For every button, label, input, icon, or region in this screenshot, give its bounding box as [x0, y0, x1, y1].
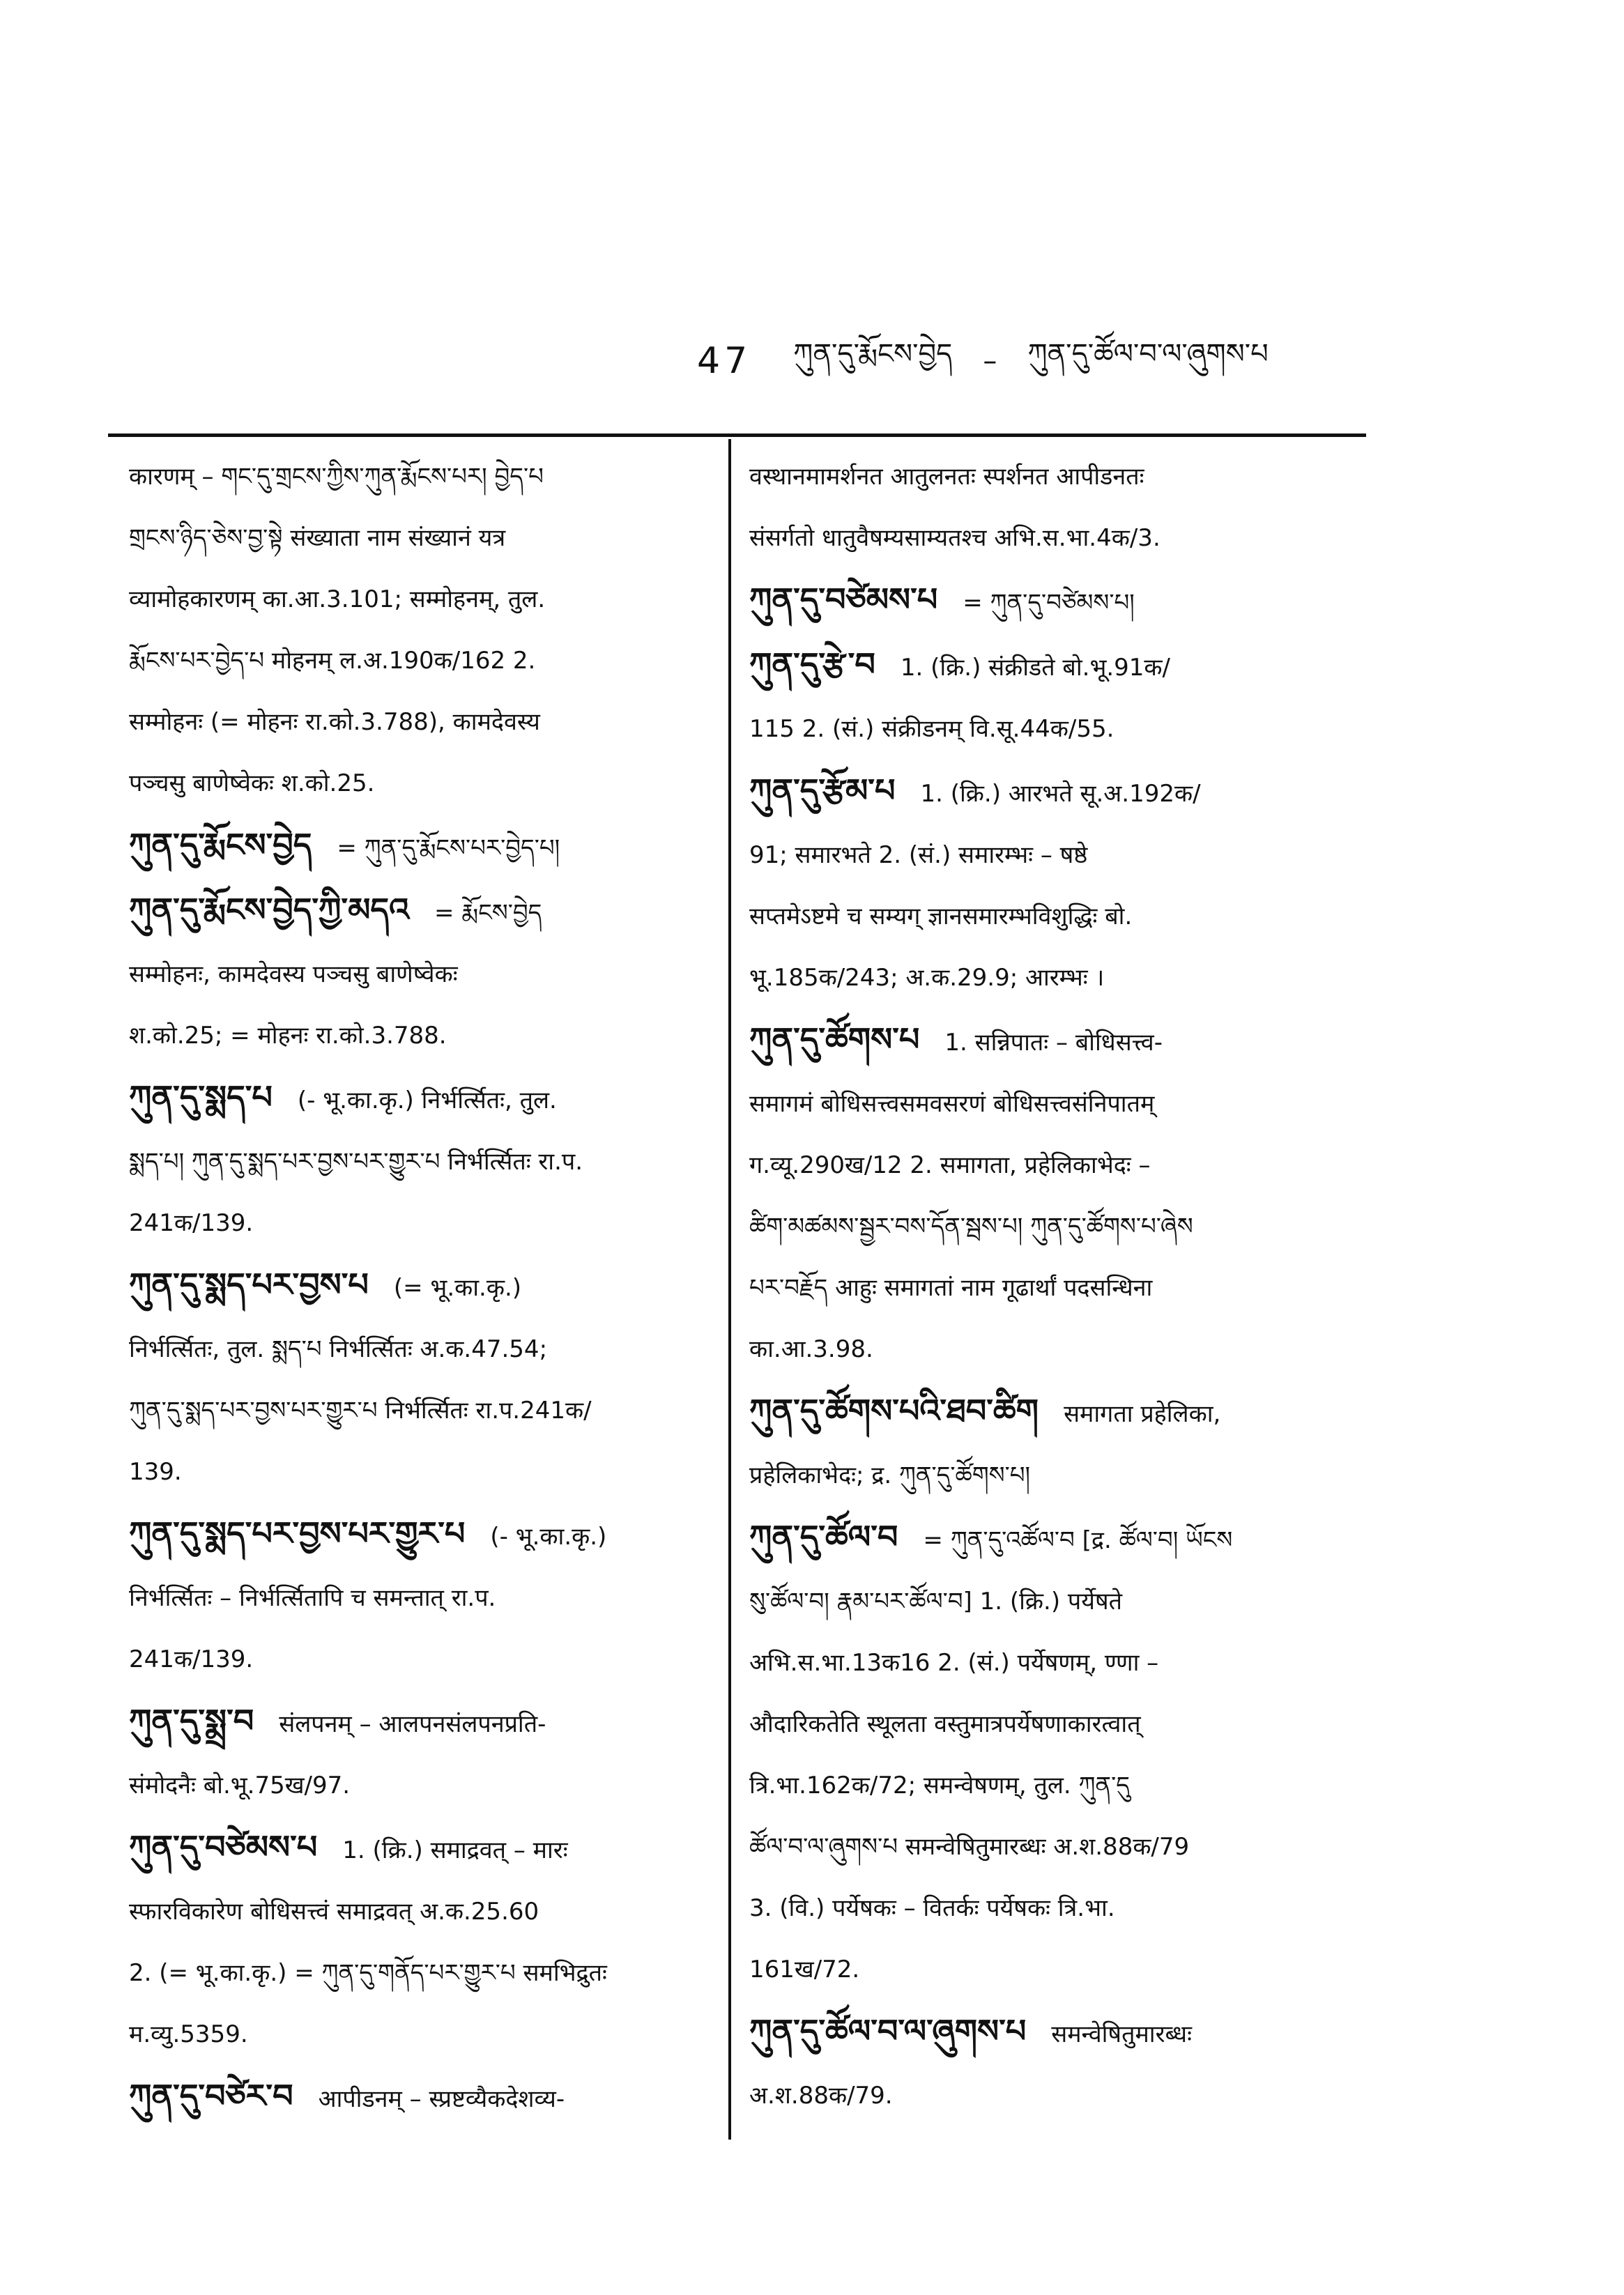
dictionary-entry: [129, 879, 707, 1066]
dictionary-entry: [129, 1690, 707, 1816]
entry-line: [129, 1131, 707, 1192]
entry-line: [129, 446, 707, 507]
dictionary-entry: [749, 1008, 1363, 1380]
dictionary-entry: [129, 2065, 707, 2130]
entry-line: [749, 1939, 1363, 2000]
entry-headword: ཀུན་དུ་སྨད་པར་བྱས་པར་གྱུར་པ: [129, 1514, 466, 1552]
entry-headword: ཀུན་དུ་བཙེམས་པ: [749, 581, 938, 618]
entry-headword: ཀུན་དུ་ཚོགས་པ: [749, 1020, 920, 1058]
entry-text: म.व्यु.5359.: [129, 2020, 248, 2048]
dictionary-entry: [749, 634, 1363, 760]
entry-line: [129, 1319, 707, 1380]
entry-text: भू.185क/243; अ.क.29.9; आरम्भः ।: [749, 964, 1105, 992]
entry-text: अभि.स.भा.13क16 2. (सं.) पर्येषणम्, ण्णा –: [749, 1649, 1159, 1677]
entry-text: निर्भर्त्सितः – निर्भर्त्सितापि च समन्तात् रा.प.: [129, 1584, 496, 1612]
entry-text: = ཀུན་དུ་རྨོངས་པར་བྱེད་པ།: [337, 834, 560, 862]
entry-text: = ཀུན་དུ་འཚོལ་བ [द्र. ཚོལ་བ། ཡོངས: [923, 1526, 1233, 1554]
dictionary-entry: [129, 1254, 707, 1503]
entry-headword: ཀུན་དུ་རྨོངས་བྱེད: [129, 826, 312, 863]
dictionary-entry: [129, 446, 707, 814]
entry-text: निर्भर्त्सितः, तुल. སྨད་པ निर्भर्त्सितः अ.क.47.54;: [129, 1335, 548, 1363]
entry-line: [749, 1816, 1363, 1878]
entry-line: [749, 886, 1363, 947]
guide-word-left: ཀུན་དུ་རྨོངས་བྱེད: [793, 337, 953, 370]
running-header: [697, 333, 1366, 389]
dictionary-entry: [129, 814, 707, 879]
entry-text: ཀུན་དུ་སྨད་པར་བྱས་པར་གྱུར་པ निर्भर्त्सितः रा.प.241क/: [129, 1397, 592, 1425]
entry-text: ཚིག་མཚམས་སྦྱར་བས་དོན་སྦས་པ། ཀུན་དུ་ཚོགས་པ་ཞེས: [749, 1213, 1193, 1241]
entry-text: 3. (वि.) पर्येषकः – वितर्कः पर्येषकः त्रि.भा.: [749, 1894, 1115, 1922]
entry-line: [749, 1694, 1363, 1755]
right-column: [749, 446, 1363, 2126]
entry-text: སྨད་པ། ཀུན་དུ་སྨད་པར་བྱས་པར་གྱུར་པ निर्भर्त्सितः रा.प.: [129, 1148, 583, 1176]
entry-text: व्यामोहकारणम् का.आ.3.101; सम्मोहनम्, तुल.: [129, 585, 546, 613]
entry-headword: ཀུན་དུ་རྩེ་བ: [749, 645, 875, 683]
entry-line: [129, 1881, 707, 1942]
entry-text: = ཀུན་དུ་བཙེམས་པ།: [963, 589, 1135, 617]
entry-text: कारणम् – གང་དུ་གྲངས་ཀྱིས་ཀུན་རྨོངས་པར། བྱེད་པ: [129, 463, 544, 491]
entry-headword: ཀུན་དུ་ཚོགས་པའི་ཐབ་ཚིག: [749, 1392, 1039, 1429]
entry-text: 1. सन्निपातः – बोधिसत्त्व-: [944, 1029, 1163, 1057]
entry-headword: ཀུན་དུ་སྨད་པར་བྱས་པ: [129, 1266, 369, 1303]
entry-text: 91; समारभते 2. (सं.) समारम्भः – षष्ठे: [749, 841, 1088, 869]
entry-line: [749, 760, 1363, 824]
entry-headword: ཀུན་དུ་བཙེམས་པ: [129, 1828, 318, 1866]
entry-text: आपीडनम् – स्प्रष्टव्यैकदेशव्य-: [318, 2085, 565, 2113]
entry-text: = རྨོངས་བྱེད: [434, 899, 542, 927]
entry-line: [129, 630, 707, 691]
entry-line: [749, 947, 1363, 1008]
entry-headword: ཀུན་དུ་བཙེར་བ: [129, 2077, 293, 2114]
entry-line: [749, 2065, 1363, 2126]
entry-line: [129, 879, 707, 944]
entry-line: [749, 634, 1363, 698]
entry-line: [129, 1503, 707, 1567]
entry-text: སུ་ཚོལ་བ། རྣམ་པར་ཚོལ་བ] 1. (क्रि.) पर्येषते: [749, 1588, 1122, 1615]
entry-text: संमोदनैः बो.भू.75ख/97.: [129, 1772, 351, 1799]
entry-text: ग.व्यू.290ख/12 2. समागता, प्रहेलिकाभेदः –: [749, 1151, 1151, 1179]
entry-headword: ཀུན་དུ་སྨད་པ: [129, 1078, 273, 1116]
entry-text: श.को.25; = मोहनः रा.को.3.788.: [129, 1022, 447, 1050]
header-rule: [108, 433, 1366, 437]
entry-line: [129, 814, 707, 879]
entry-line: [129, 1629, 707, 1690]
entry-line: [749, 1135, 1363, 1196]
entry-text: समागता प्रहेलिका,: [1064, 1400, 1221, 1428]
entry-line: [129, 1192, 707, 1254]
entry-headword: ཀུན་དུ་སྨྲ་བ: [129, 1702, 254, 1740]
entry-line: [129, 2004, 707, 2065]
entry-text: (= भू.का.कृ.): [393, 1274, 522, 1302]
entry-text: (- भू.का.कृ.): [490, 1523, 607, 1551]
column-divider: [728, 439, 731, 2140]
entry-headword: ཀུན་དུ་ཚོལ་བ་ལ་ཞུགས་པ: [749, 2012, 1027, 2050]
entry-line: [749, 1257, 1363, 1319]
guide-word-right: ཀུན་དུ་ཚོལ་བ་ལ་ཞུགས་པ: [1027, 337, 1269, 370]
entry-text: (- भू.का.कृ.) निर्भर्त्सितः, तुल.: [297, 1087, 557, 1114]
entry-line: [749, 1632, 1363, 1694]
entry-line: [749, 2000, 1363, 2065]
entry-text: औदारिकतेति स्थूलता वस्तुमात्रपर्येषणाकारत्वात्: [749, 1710, 1141, 1738]
left-column: [129, 446, 707, 2130]
entry-text: ཚོལ་བ་ལ་ཞུགས་པ समन्वेषितुमारब्धः अ.श.88क/79: [749, 1833, 1190, 1861]
entry-text: གྲངས་ཉིད་ཅེས་བྱ་སྟེ संख्याता नाम संख्यानं यत्र: [129, 524, 506, 552]
header-dash: –: [983, 345, 997, 377]
entry-text: 1. (क्रि.) संक्रीडते बो.भू.91क/: [900, 654, 1170, 682]
entry-line: [749, 698, 1363, 760]
entry-line: [129, 944, 707, 1005]
page-number: 47: [697, 340, 752, 382]
dictionary-entry: [129, 1503, 707, 1690]
entry-line: [129, 1380, 707, 1441]
dictionary-entry: [749, 569, 1363, 634]
entry-text: 161ख/72.: [749, 1956, 860, 1983]
entry-text: 1. (क्रि.) समाद्रवत् – मारः: [342, 1836, 568, 1864]
entry-text: समन्वेषितुमारब्धः: [1051, 2020, 1192, 2048]
entry-line: [749, 507, 1363, 569]
dictionary-entry: [129, 1066, 707, 1254]
entry-text: वस्थानमामर्शनत आतुलनतः स्पर्शनत आपीडनतः: [749, 463, 1144, 491]
entry-text: प्रहेलिकाभेदः; द्र. ཀུན་དུ་ཚོགས་པ།: [749, 1461, 1031, 1489]
entry-text: པར་བརྗོད आहुः समागतां नाम गूढार्थां पदसन्धिना: [749, 1274, 1153, 1302]
entry-text: 139.: [129, 1458, 182, 1486]
entry-line: [749, 1008, 1363, 1073]
entry-line: [129, 753, 707, 814]
dictionary-entry: [749, 446, 1363, 569]
dictionary-entry: [749, 1380, 1363, 1506]
entry-line: [129, 1816, 707, 1881]
entry-text: 1. (क्रि.) आरभते सू.अ.192क/: [920, 780, 1201, 808]
entry-line: [129, 691, 707, 753]
entry-text: त्रि.भा.162क/72; समन्वेषणम्, तुल. ཀུན་དུ: [749, 1772, 1130, 1799]
entry-line: [129, 1567, 707, 1629]
entry-text: का.आ.3.98.: [749, 1335, 873, 1363]
entry-line: [129, 1066, 707, 1131]
entry-text: समागमं बोधिसत्त्वसमवसरणं बोधिसत्त्वसंनिपातम्: [749, 1090, 1155, 1118]
entry-line: [129, 1755, 707, 1816]
entry-line: [129, 569, 707, 630]
entry-text: संलपनम् – आलपनसंलपनप्रति-: [279, 1710, 546, 1738]
entry-line: [749, 446, 1363, 507]
entry-line: [129, 1690, 707, 1755]
entry-text: सप्तमेऽष्टमे च सम्यग् ज्ञानसमारम्भविशुद्धिः बो.: [749, 903, 1133, 930]
entry-text: 241क/139.: [129, 1645, 254, 1673]
entry-line: [749, 1445, 1363, 1506]
entry-line: [749, 1878, 1363, 1939]
entry-text: 2. (= भू.का.कृ.) = ཀུན་དུ་གནོད་པར་གྱུར་པ समभिद्रुतः: [129, 1959, 607, 1987]
entry-text: सम्मोहनः (= मोहनः रा.को.3.788), कामदेवस्य: [129, 708, 540, 736]
entry-line: [749, 1755, 1363, 1816]
entry-line: [749, 1319, 1363, 1380]
entry-text: संसर्गतो धातुवैषम्यसाम्यतश्च अभि.स.भा.4क/3.: [749, 524, 1160, 552]
entry-line: [129, 1254, 707, 1319]
dictionary-entry: [129, 1816, 707, 2065]
entry-headword: ཀུན་དུ་ཚོལ་བ: [749, 1518, 898, 1556]
entry-line: [749, 1196, 1363, 1257]
entry-line: [749, 569, 1363, 634]
entry-headword: ཀུན་དུ་རྨོངས་བྱེད་ཀྱི་མདའ: [129, 891, 409, 928]
entry-line: [129, 1005, 707, 1066]
dictionary-entry: [749, 2000, 1363, 2126]
entry-line: [749, 1506, 1363, 1571]
entry-text: རྨོངས་པར་བྱེད་པ मोहनम् ल.अ.190क/162 2.: [129, 647, 536, 675]
entry-line: [749, 1073, 1363, 1135]
entry-text: 115 2. (सं.) संक्रीडनम् वि.सू.44क/55.: [749, 715, 1114, 743]
entry-line: [129, 1441, 707, 1503]
dictionary-entry: [749, 760, 1363, 1008]
entry-line: [749, 1380, 1363, 1445]
entry-text: 241क/139.: [129, 1209, 254, 1237]
entry-text: पञ्चसु बाणेष्वेकः श.को.25.: [129, 769, 375, 797]
entry-headword: ཀུན་དུ་རྩོམ་པ: [749, 772, 896, 809]
dictionary-entry: [749, 1506, 1363, 2000]
entry-line: [749, 1571, 1363, 1632]
entry-text: सम्मोहनः, कामदेवस्य पञ्चसु बाणेष्वेकः: [129, 960, 458, 988]
entry-line: [129, 1942, 707, 2004]
entry-text: स्फारविकारेण बोधिसत्त्वं समाद्रवत् अ.क.25.60: [129, 1898, 539, 1926]
entry-line: [129, 507, 707, 569]
entry-line: [749, 824, 1363, 886]
entry-text: अ.श.88क/79.: [749, 2082, 893, 2110]
entry-line: [129, 2065, 707, 2130]
